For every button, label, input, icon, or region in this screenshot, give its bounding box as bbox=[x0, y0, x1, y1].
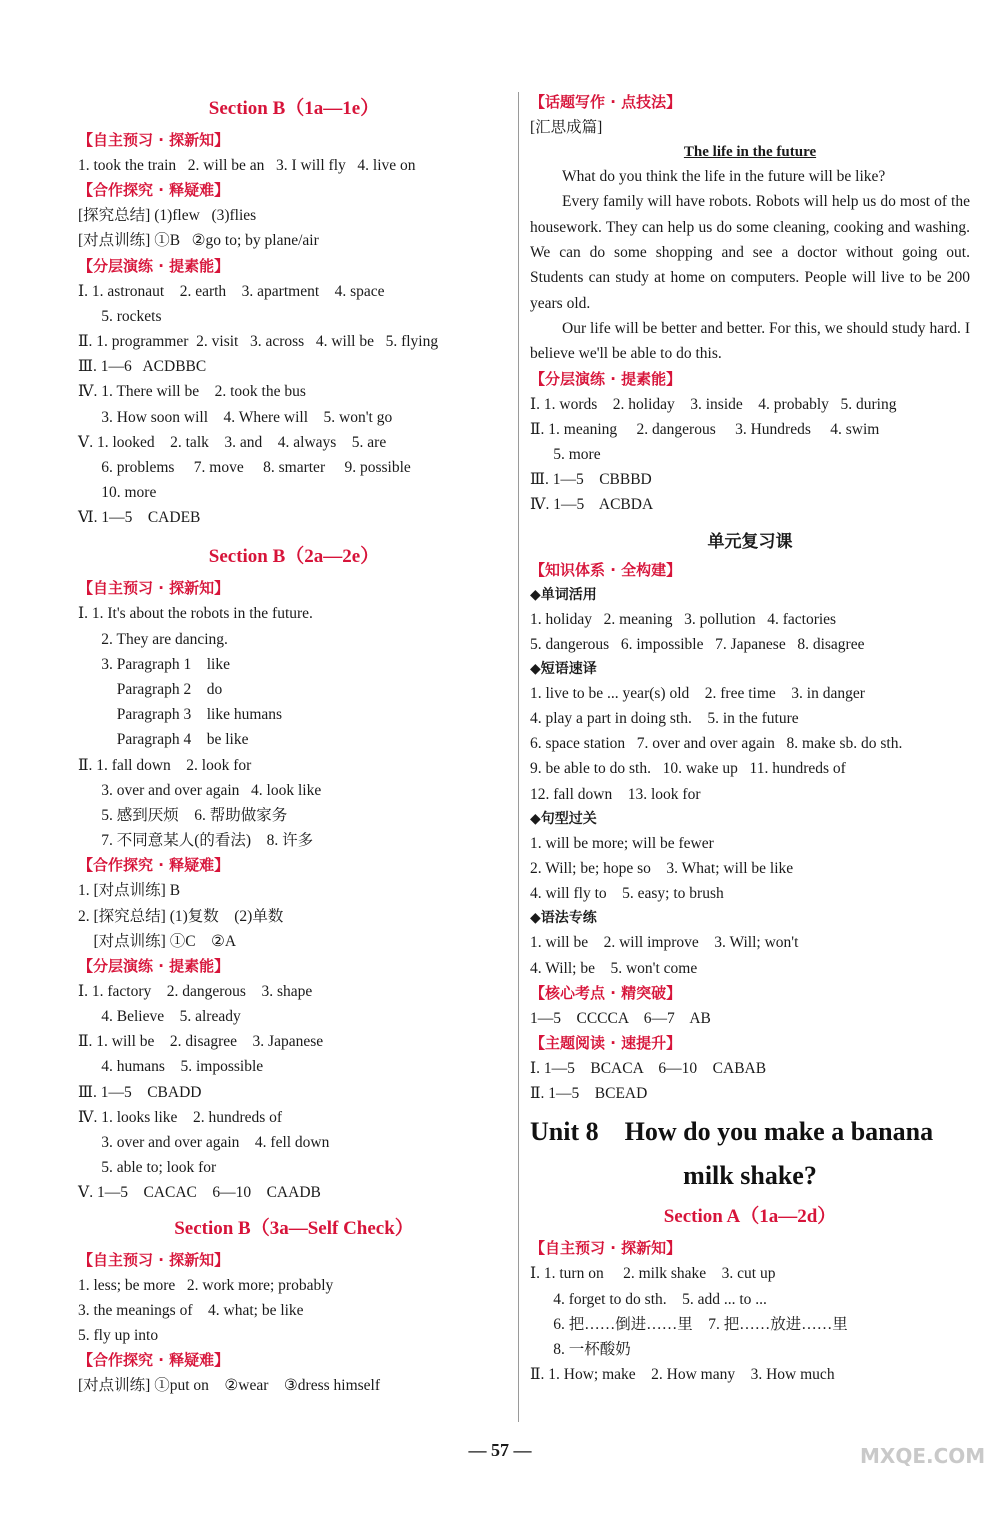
answer-line: Ⅰ. 1. It's about the robots in the future. bbox=[78, 605, 313, 623]
exercise-tag: 【分层演练 · 提素能】 bbox=[78, 256, 230, 275]
answer-line: Ⅲ. 1—5 CBADD bbox=[78, 1083, 202, 1101]
page-number: — 57 — bbox=[468, 1440, 532, 1460]
answer-line: 4. forget to do sth. 5. add ... to ... bbox=[530, 1290, 767, 1308]
exercise-tag: 【知识体系 · 全构建】 bbox=[530, 560, 682, 579]
answer-line: Ⅵ. 1—5 CADEB bbox=[78, 509, 201, 527]
answer-line: Ⅱ. 1. How; make 2. How many 3. How much bbox=[530, 1366, 835, 1384]
exercise-tag: 【合作探究 · 释疑难】 bbox=[78, 181, 230, 200]
answer-line: 1. live to be ... year(s) old 2. free time 3. in danger bbox=[530, 684, 865, 702]
answer-line: [对点训练] ①put on ②wear ③dress himself bbox=[78, 1377, 381, 1395]
answer-line: 6. space station 7. over and over again 8. make sb. do sth. bbox=[530, 735, 903, 753]
answer-line: Ⅰ. 1. factory 2. dangerous 3. shape bbox=[78, 982, 313, 1000]
subheading: ◆单词活用 bbox=[530, 586, 597, 603]
answer-line: 1. will be 2. will improve 3. Will; won't bbox=[530, 934, 799, 952]
section-heading: Section B（3a—Self Check） bbox=[174, 1217, 414, 1239]
answer-line: 3. How soon will 4. Where will 5. won't go bbox=[78, 408, 393, 426]
answer-line: Paragraph 2 do bbox=[78, 681, 223, 698]
exercise-tag: 【分层演练 · 提素能】 bbox=[530, 369, 682, 388]
answer-line: [汇思成篇] bbox=[530, 119, 603, 136]
answer-line: Ⅱ. 1. will be 2. disagree 3. Japanese bbox=[78, 1033, 324, 1051]
review-heading: 单元复习课 bbox=[707, 531, 793, 552]
answer-line: Ⅱ. 1. programmer 2. visit 3. across 4. will be 5. flying bbox=[78, 332, 439, 350]
exercise-tag: 【自主预习 · 探新知】 bbox=[78, 1250, 230, 1269]
subheading: ◆短语速译 bbox=[530, 660, 597, 677]
answer-line: [对点训练] ①C ②A bbox=[78, 932, 237, 950]
section-heading: Section A（1a—2d） bbox=[663, 1206, 837, 1228]
answer-line: 2. [探究总结] (1)复数 (2)单数 bbox=[78, 907, 284, 925]
exercise-tag: 【自主预习 · 探新知】 bbox=[78, 131, 230, 149]
answer-line: 6. problems 7. move 8. smarter 9. possible bbox=[78, 458, 411, 476]
answer-line: 6. 把……倒进……里 7. 把……放进……里 bbox=[530, 1315, 848, 1333]
exercise-tag: 【合作探究 · 释疑难】 bbox=[78, 856, 230, 875]
answer-line: 5. more bbox=[530, 445, 601, 463]
subheading: ◆句型过关 bbox=[530, 810, 597, 827]
subheading: ◆语法专练 bbox=[530, 910, 597, 927]
answer-line: Ⅰ. 1. turn on 2. milk shake 3. cut up bbox=[530, 1265, 776, 1283]
answer-line: 5. dangerous 6. impossible 7. Japanese 8. disagree bbox=[530, 635, 865, 653]
exercise-tag: 【话题写作 · 点技法】 bbox=[530, 93, 682, 111]
answer-line: Ⅲ. 1—5 CBBBD bbox=[530, 471, 652, 489]
answer-line: 10. more bbox=[78, 484, 157, 502]
exercise-tag: 【主题阅读 · 速提升】 bbox=[530, 1033, 682, 1052]
answer-line: 1. holiday 2. meaning 3. pollution 4. factories bbox=[530, 610, 837, 628]
answer-line: 8. 一杯酸奶 bbox=[530, 1340, 631, 1358]
answer-line: 1. took the train 2. will be an 3. I will fly 4. live on bbox=[78, 157, 416, 174]
answer-line: 2. They are dancing. bbox=[78, 630, 228, 648]
answer-line: Ⅴ. 1. looked 2. talk 3. and 4. always 5. are bbox=[78, 433, 387, 451]
answer-line: 3. Paragraph 1 like bbox=[78, 655, 230, 673]
unit-title-cont: milk shake? bbox=[683, 1161, 817, 1191]
answer-line: 5. fly up into bbox=[78, 1326, 159, 1344]
answer-line: 1. [对点训练] B bbox=[78, 882, 181, 900]
answer-line: 5. able to; look for bbox=[78, 1159, 217, 1177]
answer-line: Paragraph 4 be like bbox=[78, 731, 249, 749]
answer-line: 1. less; be more 2. work more; probably bbox=[78, 1276, 334, 1294]
exercise-tag: 【合作探究 · 释疑难】 bbox=[78, 1351, 230, 1370]
exercise-tag: 【自主预习 · 探新知】 bbox=[530, 1239, 682, 1258]
answer-line: 7. 不同意某人(的看法) 8. 许多 bbox=[78, 832, 314, 850]
exercise-tag: 【分层演练 · 提素能】 bbox=[78, 956, 230, 975]
answer-line: 3. over and over again 4. fell down bbox=[78, 1134, 330, 1151]
section-heading: Section B（1a—1e） bbox=[208, 98, 380, 119]
answer-line: Paragraph 3 like humans bbox=[78, 706, 283, 724]
answer-line: 1—5 CCCCA 6—7 AB bbox=[530, 1009, 711, 1027]
exercise-tag: 【自主预习 · 探新知】 bbox=[78, 579, 230, 598]
answer-line: Ⅳ. 1. looks like 2. hundreds of bbox=[78, 1108, 283, 1126]
answer-line: Ⅳ. 1—5 ACBDA bbox=[530, 496, 654, 514]
answer-line: Ⅱ. 1. meaning 2. dangerous 3. Hundreds 4. swim bbox=[530, 420, 880, 438]
answer-line: 4. play a part in doing sth. 5. in the future bbox=[530, 710, 799, 728]
answer-line: Ⅰ. 1. words 2. holiday 3. inside 4. probably 5. during bbox=[530, 395, 897, 413]
right-column bbox=[530, 90, 970, 1387]
answer-line: 4. will fly to 5. easy; to brush bbox=[530, 885, 724, 903]
answer-line: Ⅳ. 1. There will be 2. took the bus bbox=[78, 383, 306, 401]
answer-line: 3. the meanings of 4. what; be like bbox=[78, 1301, 304, 1319]
answer-line: 2. Will; be; hope so 3. What; will be like bbox=[530, 860, 794, 877]
answer-line: 12. fall down 13. look for bbox=[530, 785, 701, 803]
answer-line: [对点训练] ①B ②go to; by plane/air bbox=[78, 232, 319, 250]
answer-line: 4. Believe 5. already bbox=[78, 1008, 241, 1026]
answer-line: 5. 感到厌烦 6. 帮助做家务 bbox=[78, 806, 288, 824]
left-column bbox=[78, 90, 510, 1398]
answer-line: Ⅰ. 1. astronaut 2. earth 3. apartment 4. space bbox=[78, 282, 385, 300]
answer-line: 4. humans 5. impossible bbox=[78, 1058, 264, 1076]
answer-line: Ⅱ. 1. fall down 2. look for bbox=[78, 756, 252, 774]
answer-line: [探究总结] (1)flew (3)flies bbox=[78, 207, 257, 225]
answer-line: Ⅱ. 1—5 BCEAD bbox=[530, 1085, 648, 1103]
unit-title: Unit 8 How do you make a banana bbox=[530, 1117, 934, 1147]
answer-line: Ⅲ. 1—6 ACDBBC bbox=[78, 358, 207, 376]
essay-paragraph: What do you think the life in the future will be like? bbox=[562, 168, 886, 186]
essay-paragraph: Every family will have robots. Robots will help us do most of the housework. They can help us do some cleaning, cooking and washing. We can do some shopping and see a doctor without going out. Students can study at home on computers. People will live to be 200 years old. bbox=[530, 193, 970, 312]
answer-line: Ⅴ. 1—5 CACAC 6—10 CAADB bbox=[78, 1184, 321, 1202]
watermark: MXQE.COM bbox=[860, 1444, 986, 1468]
answer-line: 9. be able to do sth. 10. wake up 11. hundreds of bbox=[530, 760, 846, 778]
essay-title: The life in the future bbox=[683, 144, 817, 161]
answer-line: 3. over and over again 4. look like bbox=[78, 781, 322, 799]
essay-paragraph: Our life will be better and better. For this, we should study hard. I believe we'll be able to do this. bbox=[530, 319, 970, 363]
exercise-tag: 【核心考点 · 精突破】 bbox=[530, 983, 682, 1002]
answer-line: 4. Will; be 5. won't come bbox=[530, 959, 698, 977]
section-heading: Section B（2a—2e） bbox=[208, 546, 380, 568]
answer-line: 5. rockets bbox=[78, 307, 162, 325]
column-divider bbox=[518, 92, 519, 1422]
answer-line: Ⅰ. 1—5 BCACA 6—10 CABAB bbox=[530, 1059, 767, 1077]
answer-line: 1. will be more; will be fewer bbox=[530, 834, 714, 852]
